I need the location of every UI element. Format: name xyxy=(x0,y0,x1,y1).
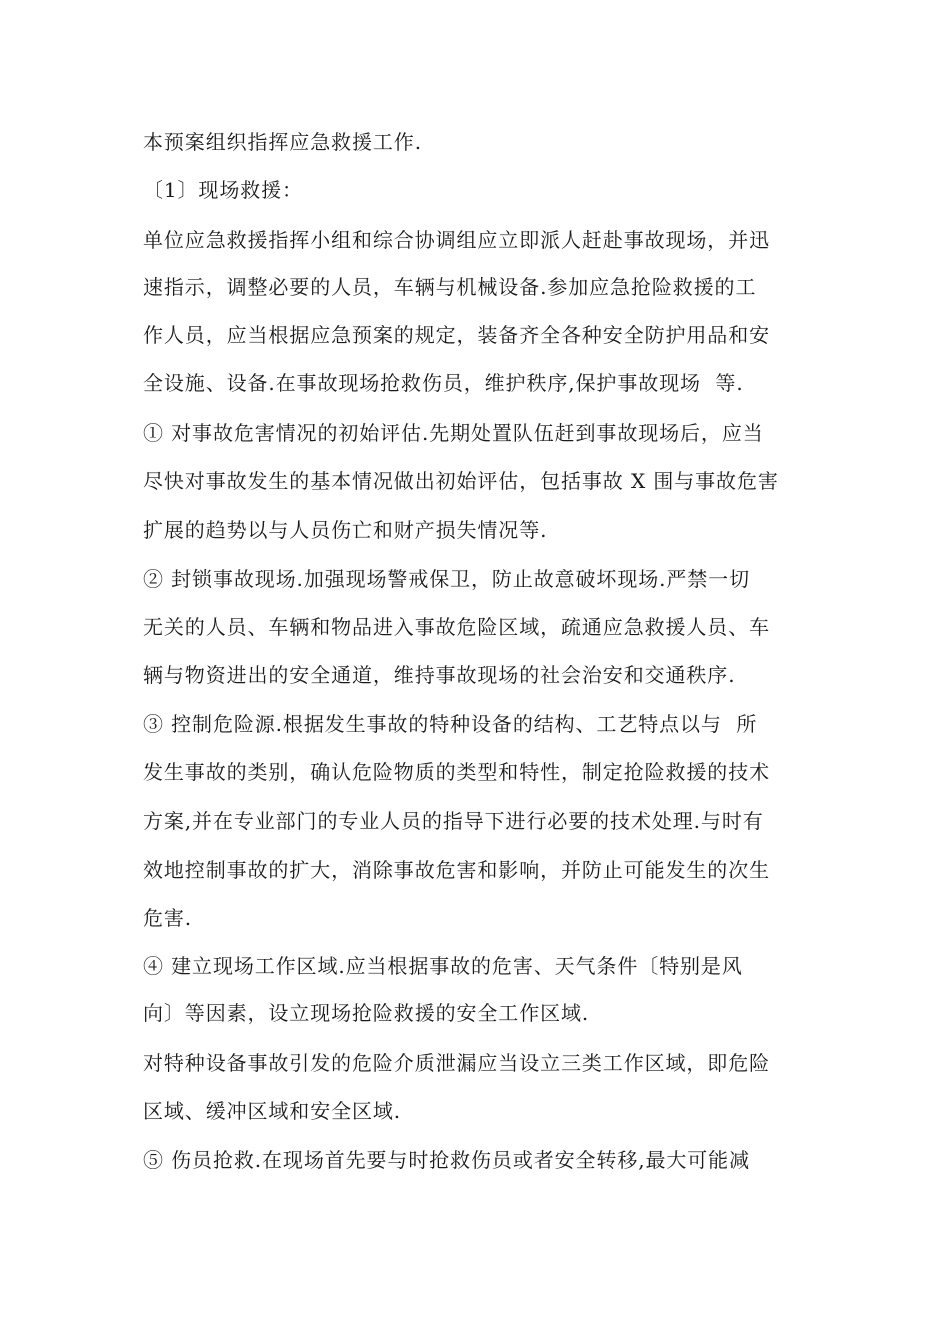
text-line: 向〕等因素，设立现场抢险救援的安全工作区域. xyxy=(143,1001,590,1025)
text-line: 辆与物资进出的安全通道，维持事故现场的社会治安和交通秩序. xyxy=(143,663,736,687)
text-line: 尽快对事故发生的基本情况做出初始评估，包括事故 X 围与事故危害 xyxy=(143,469,779,493)
text-line: 全设施、设备.在事故现场抢救伤员，维护秩序,保护事故现场 等. xyxy=(143,371,744,395)
text-line: 本预案组织指挥应急救援工作. xyxy=(143,130,422,154)
text-line: ② 封锁事故现场.加强现场警戒保卫，防止故意破坏现场.严禁一切 xyxy=(143,567,750,591)
text-line: ④ 建立现场工作区域.应当根据事故的危害、天气条件〔特别是风 xyxy=(143,954,743,978)
text-line: 效地控制事故的扩大，消除事故危害和影响，并防止可能发生的次生 xyxy=(143,858,770,882)
text-line: 对特种设备事故引发的危险介质泄漏应当设立三类工作区域，即危险 xyxy=(143,1051,770,1075)
text-line: 速指示，调整必要的人员，车辆与机械设备.参加应急抢险救援的工 xyxy=(143,275,757,299)
text-line: ⑤ 伤员抢救.在现场首先要与时抢救伤员或者安全转移,最大可能减 xyxy=(143,1148,750,1172)
text-line: 扩展的趋势以与人员伤亡和财产损失情况等. xyxy=(143,518,548,542)
text-line: ① 对事故危害情况的初始评估.先期处置队伍赶到事故现场后，应当 xyxy=(143,421,764,445)
text-line: 作人员，应当根据应急预案的规定，装备齐全各种安全防护用品和安 xyxy=(143,323,770,347)
text-line: 区域、缓冲区域和安全区域. xyxy=(143,1099,402,1123)
text-line: 方案,并在专业部门的专业人员的指导下进行必要的技术处理.与时有 xyxy=(143,809,764,833)
text-line: 危害. xyxy=(143,906,193,930)
text-line: 无关的人员、车辆和物品进入事故危险区域，疏通应急救援人员、车 xyxy=(143,615,770,639)
text-line: 〔1〕现场救援： xyxy=(143,178,303,202)
text-line: 单位应急救援指挥小组和综合协调组应立即派人赶赴事故现场，并迅 xyxy=(143,228,770,252)
text-line: 发生事故的类别，确认危险物质的类型和特性，制定抢险救援的技术 xyxy=(143,760,770,784)
text-line: ③ 控制危险源.根据发生事故的特种设备的结构、工艺特点以与 所 xyxy=(143,712,758,736)
